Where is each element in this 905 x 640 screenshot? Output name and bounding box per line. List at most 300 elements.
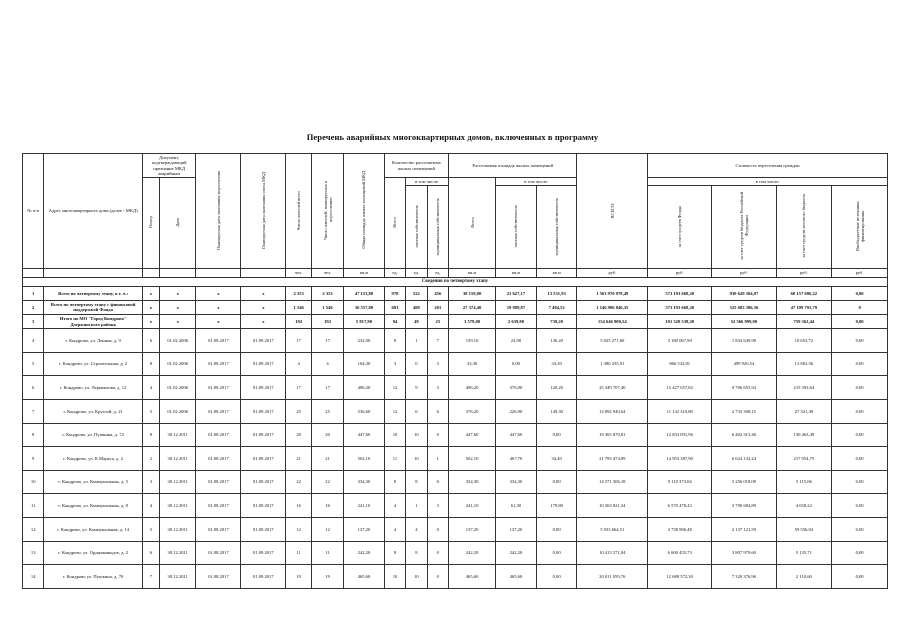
row-residents-planned: 1 546 <box>312 300 344 314</box>
row-cost-extra: 0,00 <box>832 423 888 447</box>
header-area-municipal: муниципальная собственность <box>536 186 577 269</box>
row-cost-subject: 5 256 018,08 <box>712 470 776 494</box>
row-cost-total: 1 563 970 978,49 <box>577 286 648 300</box>
row-total-area: 496,20 <box>344 376 385 400</box>
header-total-area: Общая площадь жилых помещений МКД <box>344 154 385 269</box>
row-cost-fund: 866 532,81 <box>648 352 712 376</box>
row-demolition-date: 01.09.2017 <box>241 494 286 518</box>
row-residents-planned: 19 <box>312 565 344 589</box>
unit-cell: кв.м <box>344 268 385 277</box>
row-doc-number: 6 <box>142 541 159 565</box>
row-resettlement-date: 01.08.2017 <box>196 470 241 494</box>
row-demolition-date: 01.09.2017 <box>241 447 286 471</box>
row-total-area: 241,10 <box>344 494 385 518</box>
table-row <box>23 376 888 400</box>
unit-cell: ед. <box>427 268 448 277</box>
row-cost-subject: 3 807 979,60 <box>712 541 776 565</box>
row-area-private: 447,60 <box>496 423 537 447</box>
row-residents-planned: 22 <box>312 470 344 494</box>
row-cost-fund: 11 132 310,80 <box>648 399 712 423</box>
row-cost-extra: 0,00 <box>832 565 888 589</box>
row-doc-date: 30.12.2011 <box>160 517 196 541</box>
row-area-municipal: 0,00 <box>536 541 577 565</box>
row-residents-total: 17 <box>286 376 312 400</box>
row-doc-number: 2 <box>142 447 159 471</box>
row-cost-extra: 0,00 <box>832 286 888 300</box>
row-number: 4 <box>23 329 44 353</box>
header-rooms-private: частная собственность <box>406 186 427 269</box>
row-rooms-total: 8 <box>384 541 405 565</box>
header-cost-extra: Внебюджетные источники финансирования <box>832 186 888 269</box>
row-cost-subject: 9 706 655,94 <box>712 376 776 400</box>
units-row <box>23 268 888 277</box>
row-cost-extra: 0,00 <box>832 315 888 329</box>
row-cost-fund: 3 738 986,48 <box>648 517 712 541</box>
row-area-private: 22,90 <box>496 329 537 353</box>
row-area-total: 33,30 <box>449 352 496 376</box>
row-cost-fund: 6 570 478,43 <box>648 494 712 518</box>
unit-cell: руб. <box>712 268 776 277</box>
row-cost-extra: 0,00 <box>832 352 888 376</box>
row-area-total: 159,10 <box>449 329 496 353</box>
table-row <box>23 447 888 471</box>
row-rooms-total: 4 <box>384 494 405 518</box>
table-row <box>23 470 888 494</box>
row-resettlement-date: 01.08.2017 <box>196 517 241 541</box>
row-total-area: 465,60 <box>344 565 385 589</box>
row-address: Итого по МО "Город Кондрово" Дзержинского района <box>44 315 142 329</box>
row-cost-subject: 1 834 649,98 <box>712 329 776 353</box>
row-rooms-municipal: 25 <box>427 315 448 329</box>
row-area-private: 61,30 <box>496 494 537 518</box>
row-cost-subject: 3 790 684,89 <box>712 494 776 518</box>
header-area-incl: в том числе: <box>496 178 577 186</box>
row-rooms-total: 8 <box>384 470 405 494</box>
row-doc-date: 30.12.2011 <box>160 447 196 471</box>
row-address: г. Кондрово, ул. Коммунальная, д. 14 <box>44 517 142 541</box>
row-residents-total: 1 546 <box>286 300 312 314</box>
row-rooms-total: 3 <box>384 352 405 376</box>
row-area-private: 137,20 <box>496 517 537 541</box>
row-residents-planned: 4 <box>312 352 344 376</box>
row-resettlement-date: x <box>196 315 241 329</box>
row-area-total: 334,30 <box>449 470 496 494</box>
row-area-private: 226,90 <box>496 399 537 423</box>
row-address: г. Кондрово, ул. К.Маркса, д. 2 <box>44 447 142 471</box>
row-doc-date: 30.12.2011 <box>160 565 196 589</box>
row-address: г. Кондрово, ул. Орджоникидзе, д. 2 <box>44 541 142 565</box>
row-rooms-private: 10 <box>406 447 427 471</box>
row-area-private: 21 627,17 <box>496 286 537 300</box>
row-cost-subject: 2 137 121,59 <box>712 517 776 541</box>
unit-cell: руб. <box>577 268 648 277</box>
row-number: 7 <box>23 399 44 423</box>
row-area-private: 0,00 <box>496 352 537 376</box>
row-area-private: 376,00 <box>496 376 537 400</box>
row-cost-total: 10 363 821,34 <box>577 494 648 518</box>
row-number: 8 <box>23 423 44 447</box>
row-rooms-total: 94 <box>384 315 405 329</box>
unit-cell: ед. <box>406 268 427 277</box>
row-residents-total: 192 <box>286 315 312 329</box>
row-rooms-municipal: 0 <box>427 423 448 447</box>
row-demolition-date: 01.09.2017 <box>241 329 286 353</box>
row-cost-subject: 499 920,54 <box>712 352 776 376</box>
header-row-1 <box>23 154 888 178</box>
header-address: Адрес многоквартирного дома (далее - МКД) <box>44 154 142 269</box>
row-cost-total: 21 795 474,89 <box>577 447 648 471</box>
row-total-area: 502,10 <box>344 447 385 471</box>
row-demolition-date: 01.09.2017 <box>241 376 286 400</box>
row-rooms-private: 10 <box>406 423 427 447</box>
row-cost-extra: 0,00 <box>832 541 888 565</box>
row-resettlement-date: x <box>196 286 241 300</box>
row-cost-total: 5 933 664,51 <box>577 517 648 541</box>
row-cost-fund: 15 427 657,82 <box>648 376 712 400</box>
row-number: 2 <box>23 300 44 314</box>
row-area-municipal: 120,20 <box>536 376 577 400</box>
row-doc-date: 30.12.2011 <box>160 541 196 565</box>
row-rooms-private: 480 <box>406 300 427 314</box>
row-total-area: 334,30 <box>344 470 385 494</box>
table-row <box>23 329 888 353</box>
row-cost-extra: 0,00 <box>832 399 888 423</box>
row-rooms-private: 10 <box>406 565 427 589</box>
row-area-municipal: 149,30 <box>536 399 577 423</box>
header-rooms-total: Всего <box>384 178 405 269</box>
row-total-area: 137,20 <box>344 517 385 541</box>
header-rooms-municipal: муниципальная собственность <box>427 186 448 269</box>
row-rooms-municipal: 1 <box>427 447 448 471</box>
row-residents-total: 19 <box>286 565 312 589</box>
row-demolition-date: 01.09.2017 <box>241 565 286 589</box>
row-address: Всего по четвертому этапу, в т. ч.: <box>44 286 142 300</box>
row-area-total: 502,10 <box>449 447 496 471</box>
row-total-area: 232,00 <box>344 329 385 353</box>
row-address: г. Кондрово, ул. Коммунальная, д. 8 <box>44 494 142 518</box>
row-rooms-municipal: 201 <box>427 300 448 314</box>
document-title: Перечень аварийных многоквартирных домов, включенных в программу <box>306 132 599 142</box>
row-cost-extra: 0,00 <box>832 470 888 494</box>
row-cost-fund: 573 193 668,20 <box>648 300 712 314</box>
row-area-total: 496,20 <box>449 376 496 400</box>
row-cost-local: 130 463,49 <box>776 423 832 447</box>
header-area-group: Расселяемая площадь жилых помещений <box>449 154 577 178</box>
row-resettlement-date: 01.08.2017 <box>196 329 241 353</box>
header-number: № п/п <box>23 154 44 269</box>
row-area-total: 27 374,40 <box>449 300 496 314</box>
row-cost-extra: 0,00 <box>832 376 888 400</box>
unit-cell: кв.м <box>449 268 496 277</box>
row-residents-total: 21 <box>286 447 312 471</box>
row-demolition-date: 01.09.2017 <box>241 517 286 541</box>
row-number: 13 <box>23 541 44 565</box>
housing-program-table <box>22 153 888 589</box>
header-doc-group: Документ, подтверждающий признание МКД аварийным <box>142 154 196 178</box>
row-cost-local: 13 802,56 <box>776 352 832 376</box>
row-cost-fund: 14 953 387,90 <box>648 447 712 471</box>
row-cost-extra: 0,00 <box>832 329 888 353</box>
row-residents-total: 20 <box>286 423 312 447</box>
row-doc-number: x <box>142 286 159 300</box>
header-cost-incl: в том числе: <box>648 178 888 186</box>
unit-cell: чел. <box>286 268 312 277</box>
row-cost-fund: 101 320 538,20 <box>648 315 712 329</box>
row-total-area: 36 557,80 <box>344 300 385 314</box>
section-title: Сведения по четвертому этапу <box>23 277 888 286</box>
row-address: Всего по четвертому этапу с финансовой поддержкой Фонда <box>44 300 142 314</box>
row-doc-number: x <box>142 315 159 329</box>
row-residents-planned: 16 <box>312 494 344 518</box>
row-number: 10 <box>23 470 44 494</box>
row-resettlement-date: 01.08.2017 <box>196 565 241 589</box>
row-cost-total: 5 025 271,60 <box>577 329 648 353</box>
row-doc-number: 5 <box>142 399 159 423</box>
row-rooms-municipal: 0 <box>427 565 448 589</box>
row-cost-fund: 12 688 572,30 <box>648 565 712 589</box>
row-doc-number: 4 <box>142 376 159 400</box>
row-doc-number: 6 <box>142 329 159 353</box>
row-area-municipal: 179,80 <box>536 494 577 518</box>
row-residents-planned: 192 <box>312 315 344 329</box>
row-area-municipal: 13 531,93 <box>536 286 577 300</box>
table-row <box>23 494 888 518</box>
row-number: 6 <box>23 376 44 400</box>
header-residents-total: Число жителей всего <box>286 154 312 269</box>
row-doc-date: 01.02.2006 <box>160 399 196 423</box>
table-row <box>23 565 888 589</box>
row-cost-local: 759 362,44 <box>776 315 832 329</box>
row-demolition-date: x <box>241 315 286 329</box>
row-rooms-municipal: 3 <box>427 352 448 376</box>
row-doc-date: 01.02.2006 <box>160 329 196 353</box>
header-cost-local: за счет средств местного бюджета <box>776 186 832 269</box>
row-area-total: 3 579,00 <box>449 315 496 329</box>
row-doc-number: 4 <box>142 494 159 518</box>
row-area-municipal: 0,00 <box>536 423 577 447</box>
row-cost-local: 215 393,64 <box>776 376 832 400</box>
row-area-private: 2 639,80 <box>496 315 537 329</box>
row-cost-local: 5 135,71 <box>776 541 832 565</box>
row-area-total: 376,20 <box>449 399 496 423</box>
row-cost-local: 10 653,72 <box>776 329 832 353</box>
row-number: 9 <box>23 447 44 471</box>
row-cost-total: 10 413 571,04 <box>577 541 648 565</box>
row-cost-local: 47 109 791,79 <box>776 300 832 314</box>
row-area-municipal: 136,20 <box>536 329 577 353</box>
row-cost-local: 4 658,22 <box>776 494 832 518</box>
row-number: 3 <box>23 315 44 329</box>
row-rooms-total: 978 <box>384 286 405 300</box>
header-residents-planned: Число жителей, планируемых к переселению <box>312 154 344 269</box>
header-area-private: частная собственность <box>496 186 537 269</box>
row-area-private: 242,20 <box>496 541 537 565</box>
row-rooms-municipal: 6 <box>427 470 448 494</box>
row-residents-planned: 25 <box>312 399 344 423</box>
row-doc-date: x <box>160 286 196 300</box>
row-residents-total: 11 <box>286 541 312 565</box>
row-area-private: 465,60 <box>496 565 537 589</box>
row-rooms-private: 1 <box>406 494 427 518</box>
row-address: г. Кондрово, ул. Круглой, д. 21 <box>44 399 142 423</box>
header-planned-resettlement: Планируемая дата окончания переселения <box>196 154 241 269</box>
row-area-private: 19 889,87 <box>496 300 537 314</box>
row-resettlement-date: 01.08.2017 <box>196 541 241 565</box>
header-cost-total: ВСЕГО: <box>577 154 648 269</box>
row-area-total: 38 159,00 <box>449 286 496 300</box>
row-area-private: 467,70 <box>496 447 537 471</box>
row-resettlement-date: 01.08.2017 <box>196 352 241 376</box>
row-demolition-date: 01.09.2017 <box>241 541 286 565</box>
row-doc-number: 3 <box>142 470 159 494</box>
row-rooms-municipal: 3 <box>427 494 448 518</box>
row-residents-total: 17 <box>286 329 312 353</box>
row-number: 12 <box>23 517 44 541</box>
row-cost-fund: 6 600 455,73 <box>648 541 712 565</box>
row-number: 1 <box>23 286 44 300</box>
row-cost-total: 20 011 059,76 <box>577 565 648 589</box>
row-resettlement-date: x <box>196 300 241 314</box>
row-cost-total: 154 646 900,54 <box>577 315 648 329</box>
row-residents-planned: 12 <box>312 517 344 541</box>
row-doc-date: 30.12.2011 <box>160 470 196 494</box>
row-residents-total: 2 353 <box>286 286 312 300</box>
unit-cell: кв.м <box>496 268 537 277</box>
row-doc-date: 30.12.2011 <box>160 423 196 447</box>
row-address: г. Кондрово, ул. Коммунальная, д. 5 <box>44 470 142 494</box>
row-residents-total: 25 <box>286 399 312 423</box>
row-rooms-total: 10 <box>384 423 405 447</box>
row-rooms-total: 10 <box>384 565 405 589</box>
row-area-municipal: 0,00 <box>536 470 577 494</box>
row-residents-total: 4 <box>286 352 312 376</box>
row-cost-subject: 6 624 132,24 <box>712 447 776 471</box>
row-residents-total: 12 <box>286 517 312 541</box>
unit-cell: руб. <box>648 268 712 277</box>
row-demolition-date: 01.09.2017 <box>241 399 286 423</box>
row-total-area: 47 153,80 <box>344 286 385 300</box>
row-residents-planned: 2 353 <box>312 286 344 300</box>
header-row-2 <box>23 178 888 186</box>
row-cost-local: 217 954,75 <box>776 447 832 471</box>
row-cost-subject: 2 733 308,15 <box>712 399 776 423</box>
row-doc-date: 01.02.2006 <box>160 376 196 400</box>
unit-cell: ед. <box>384 268 405 277</box>
row-demolition-date: x <box>241 286 286 300</box>
row-number: 5 <box>23 352 44 376</box>
row-cost-subject: 52 566 999,90 <box>712 315 776 329</box>
row-doc-number: 8 <box>142 423 159 447</box>
row-cost-local: 27 321,49 <box>776 399 832 423</box>
row-total-area: 5 817,90 <box>344 315 385 329</box>
row-cost-total: 19 365 870,81 <box>577 423 648 447</box>
row-area-municipal: 7 484,53 <box>536 300 577 314</box>
header-rooms-incl: в том числе: <box>406 178 449 186</box>
table-row <box>23 352 888 376</box>
row-total-area: 447,60 <box>344 423 385 447</box>
row-cost-fund: 573 193 668,20 <box>648 286 712 300</box>
row-doc-date: x <box>160 300 196 314</box>
row-doc-date: 01.02.2006 <box>160 352 196 376</box>
header-rooms-group: Количество расселяемых жилых помещений <box>384 154 448 178</box>
row-rooms-municipal: 0 <box>427 541 448 565</box>
row-rooms-private: 49 <box>406 315 427 329</box>
row-rooms-total: 12 <box>384 399 405 423</box>
row-rooms-total: 8 <box>384 329 405 353</box>
table-row <box>23 315 888 329</box>
row-number: 14 <box>23 565 44 589</box>
row-cost-local: 59 556,04 <box>776 517 832 541</box>
row-rooms-private: 9 <box>406 376 427 400</box>
row-cost-subject: 7 320 376,96 <box>712 565 776 589</box>
row-address: г. Кондрово, ул. Лермонтова, д. 12 <box>44 376 142 400</box>
table-row <box>23 300 888 314</box>
row-rooms-private: 8 <box>406 470 427 494</box>
row-cost-extra: 0,00 <box>832 447 888 471</box>
table-row <box>23 423 888 447</box>
row-cost-local: 60 157 006,22 <box>776 286 832 300</box>
row-area-municipal: 33,30 <box>536 352 577 376</box>
row-cost-extra: 0,00 <box>832 494 888 518</box>
row-doc-number: 8 <box>142 352 159 376</box>
row-area-private: 334,30 <box>496 470 537 494</box>
header-doc-number: Номер <box>142 178 159 269</box>
header-cost-subject: за счет средств бюджета Российской Федерации <box>712 186 776 269</box>
row-number: 11 <box>23 494 44 518</box>
row-rooms-total: 4 <box>384 517 405 541</box>
row-rooms-private: 0 <box>406 352 427 376</box>
row-rooms-private: 6 <box>406 399 427 423</box>
row-area-municipal: 0,00 <box>536 517 577 541</box>
header-cost-group: Стоимость переселения граждан <box>648 154 888 178</box>
row-cost-total: 25 349 707,40 <box>577 376 648 400</box>
row-area-total: 447,60 <box>449 423 496 447</box>
row-address: г. Кондрово ул. Пушкина, д. 70 <box>44 565 142 589</box>
row-cost-total: 1 146 986 846,35 <box>577 300 648 314</box>
row-demolition-date: 01.09.2017 <box>241 470 286 494</box>
row-cost-local: 5 115,06 <box>776 470 832 494</box>
row-cost-fund: 9 110 373,04 <box>648 470 712 494</box>
row-address: г. Кондрово, ул. Строительная, д. 2 <box>44 352 142 376</box>
row-area-municipal: 739,20 <box>536 315 577 329</box>
unit-cell: руб. <box>832 268 888 277</box>
row-residents-planned: 17 <box>312 376 344 400</box>
row-rooms-municipal: 7 <box>427 329 448 353</box>
row-cost-total: 1 380 255,91 <box>577 352 648 376</box>
row-cost-fund: 12 833 091,96 <box>648 423 712 447</box>
row-cost-total: 14 371 506,18 <box>577 470 648 494</box>
header-cost-fund: за счет средств Фонда <box>648 186 712 269</box>
row-residents-planned: 21 <box>312 447 344 471</box>
unit-cell: кв.м <box>536 268 577 277</box>
row-cost-subject: 525 683 386,36 <box>712 300 776 314</box>
row-area-total: 241,10 <box>449 494 496 518</box>
row-resettlement-date: 01.08.2017 <box>196 399 241 423</box>
row-demolition-date: x <box>241 300 286 314</box>
row-rooms-total: 681 <box>384 300 405 314</box>
unit-cell: чел. <box>312 268 344 277</box>
row-rooms-total: 12 <box>384 376 405 400</box>
row-rooms-private: 522 <box>406 286 427 300</box>
row-rooms-total: 11 <box>384 447 405 471</box>
row-resettlement-date: 01.08.2017 <box>196 423 241 447</box>
row-area-municipal: 34,40 <box>536 447 577 471</box>
row-rooms-municipal: 3 <box>427 376 448 400</box>
row-area-total: 137,20 <box>449 517 496 541</box>
row-resettlement-date: 01.08.2017 <box>196 447 241 471</box>
row-cost-fund: 3 180 067,90 <box>648 329 712 353</box>
row-doc-number: x <box>142 300 159 314</box>
